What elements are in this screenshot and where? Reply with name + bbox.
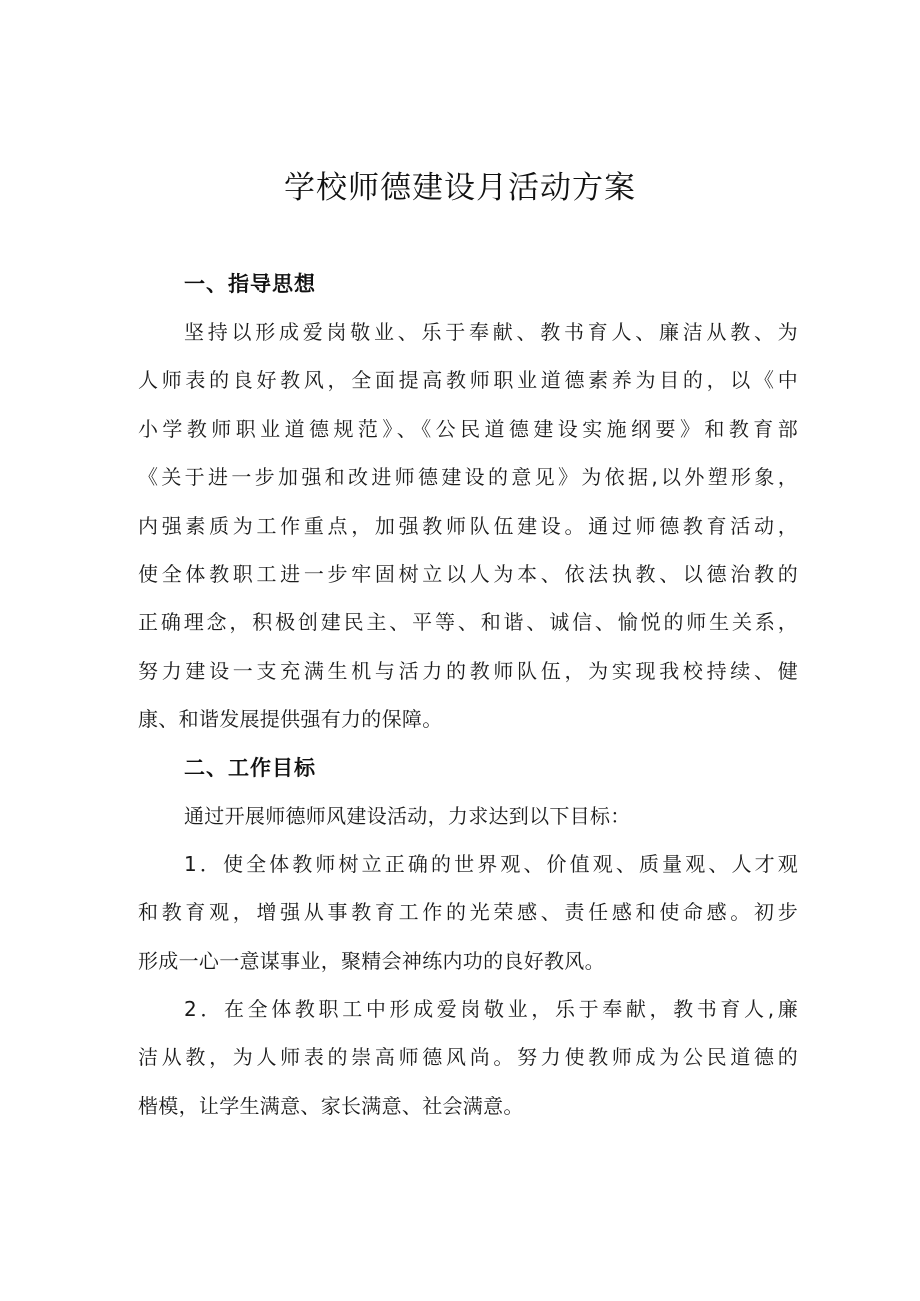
section-heading-work-goals: 二、工作目标 (184, 755, 316, 780)
paragraph-goals-intro (138, 792, 798, 840)
text-line: 努力建设一支充满生机与活力的教师队伍，为实现我校持续、健 (138, 658, 798, 683)
text-line: 形成一心一意谋事业，聚精会神练内功的良好教风。 (138, 948, 605, 973)
text-line: 坚持以形成爱岗敬业、乐于奉献、教书育人、廉洁从教、为 (184, 320, 798, 344)
document-title: 学校师德建设月活动方案 (284, 170, 636, 206)
text-line: 内强素质为工作重点，加强教师队伍建设。通过师德教育活动， (138, 513, 798, 538)
text-line: 使全体教职工进一步牢固树立以人为本、依法执教、以德治教的 (138, 561, 798, 586)
text-line: 2．在全体教职工中形成爱岗敬业，乐于奉献，教书育人,廉 (184, 997, 798, 1022)
document-body (138, 260, 798, 1130)
text-line: 《关于进一步加强和改进师德建设的意见》为依据,以外塑形象， (138, 465, 798, 490)
text-line: 洁从教，为人师表的崇高师德风尚。努力使教师成为公民道德的 (138, 1045, 798, 1070)
text-line: 人师表的良好教风，全面提高教师职业道德素养为目的，以《中 (138, 368, 798, 393)
text-line: 通过开展师德师风建设活动，力求达到以下目标： (184, 803, 631, 828)
text-line: 1．使全体教师树立正确的世界观、价值观、质量观、人才观 (184, 851, 798, 876)
text-line: 楷模，让学生满意、家长满意、社会满意。 (138, 1093, 524, 1118)
paragraph-goal-1 (138, 840, 798, 985)
text-line: 康、和谐发展提供强有力的保障。 (138, 707, 443, 732)
text-line: 小学教师职业道德规范》、《公民道德建设实施纲要》和教育部 (138, 416, 798, 441)
paragraph-goal-2 (138, 985, 798, 1130)
text-line: 和教育观，增强从事教育工作的光荣感、责任感和使命感。初步 (138, 900, 798, 925)
text-line: 正确理念，积极创建民主、平等、和谐、诚信、愉悦的师生关系， (138, 610, 798, 635)
paragraph-guiding-ideology (138, 308, 798, 744)
section-heading-guiding-ideology: 一、指导思想 (184, 272, 316, 296)
